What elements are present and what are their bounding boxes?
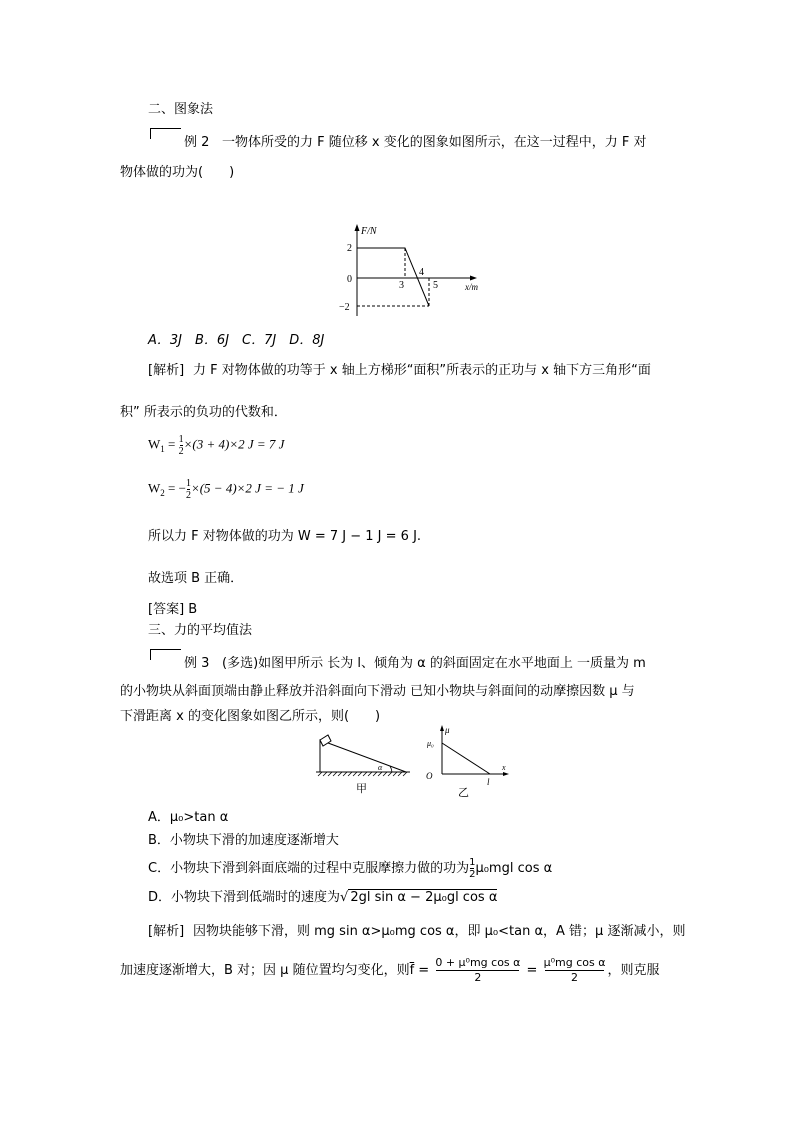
option-c-frac-num: 1 — [469, 857, 476, 868]
w2-frac-den: 2 — [185, 490, 191, 501]
analysis2-conclusion: 所以力 F 对物体做的功为 W = 7 J − 1 J = 6 J. — [148, 529, 422, 544]
tick-x-5: 5 — [433, 280, 438, 291]
tick-y-2: 2 — [347, 243, 352, 254]
example3-option-b: B．小物块下滑的加速度逐渐增大 — [148, 833, 339, 848]
w2-symbol: W — [148, 480, 161, 496]
analysis2-choice: 故选项 B 正确． — [148, 571, 244, 586]
analysis3-line2-text: 加速度逐渐增大，B 对；因 μ 随位置均匀变化，则 — [120, 963, 410, 978]
option-d-radicand: 2gl sin α − 2μ₀gl cos α — [350, 890, 498, 905]
analysis3-line2-end: ，则克服 — [607, 963, 660, 978]
w1-frac-num: 1 — [178, 434, 184, 445]
example3-label: 例 3 — [184, 656, 210, 671]
w1-frac-den: 2 — [178, 446, 184, 457]
w2-subscript: 2 — [160, 488, 165, 499]
w1-symbol: W — [148, 436, 161, 452]
equation-w2 — [148, 478, 304, 501]
option-c-fraction — [469, 857, 475, 880]
f-bar: $\overline{f}$ — [409, 963, 415, 978]
analysis3-line1: 因物块能够下滑，则 mg sin α>μ₀mg cos α，即 μ₀<tan α，A 错；μ 逐渐减小，则 — [193, 924, 686, 939]
w2-equals: = − — [164, 480, 186, 496]
example3-option-d — [148, 886, 497, 905]
option-c-text: C．小物块下滑到斜面底端的过程中克服摩擦力做的功为 — [148, 861, 470, 876]
figure-jia-caption: 甲 — [356, 783, 367, 795]
w1-equals: = — [164, 436, 179, 452]
example2-question-line2: 物体做的功为( ) — [120, 165, 235, 180]
mu-axis-arrow — [440, 725, 444, 731]
figure-yi-mu-graph — [424, 722, 514, 800]
w2-frac-num: 1 — [185, 478, 191, 489]
example3-question-line2: 的小物块从斜面顶端由静止释放并沿斜面向下滑动 已知小物块与斜面间的动摩擦因数 μ 与 — [120, 684, 635, 699]
tick-x-4: 4 — [419, 267, 424, 278]
mu-axis-label: μ — [445, 725, 450, 735]
w1-rest: ×(3 + 4)×2 J = 7 J — [183, 436, 285, 452]
incline-triangle — [320, 740, 406, 772]
small-block — [320, 735, 331, 746]
w1-subscript: 1 — [160, 444, 165, 455]
option-d-text: D．小物块下滑到低端时的速度为 — [148, 890, 341, 905]
force-displacement-graph — [335, 220, 485, 320]
example2-options: A．3J B．6J C．7J D．8J — [148, 333, 325, 348]
f-frac1-den: 2 — [474, 971, 482, 984]
analysis2-line1: 力 F 对物体做的功等于 x 轴上方梯形“面积”所表示的正功与 x 轴下方三角形“面 — [193, 363, 651, 378]
w1-fraction — [179, 434, 184, 457]
option-c-expression: μ₀mgl cos α — [475, 861, 553, 876]
f-fraction-2 — [544, 956, 606, 985]
y-axis-label: F/N — [361, 226, 377, 237]
f-frac2-den: 2 — [571, 971, 579, 984]
ground-hatching — [318, 772, 407, 776]
option-c-frac-den: 2 — [469, 869, 476, 880]
origin-label: O — [426, 771, 433, 781]
f-equals-2: = — [522, 963, 542, 978]
x-axis-arrow — [470, 276, 477, 281]
section3-heading: 三、力的平均值法 — [148, 623, 253, 638]
f-equals: = — [414, 963, 434, 978]
f-frac2-num: μ⁰mg cos α — [543, 956, 606, 969]
mu0-label: μ₀ — [427, 739, 434, 748]
analysis-tag: [解析] — [148, 924, 185, 939]
example3-option-c — [148, 857, 552, 880]
f-fraction-1 — [435, 956, 520, 985]
tick-y-neg2: −2 — [339, 302, 350, 313]
w2-rest: ×(5 − 4)×2 J = − 1 J — [190, 480, 304, 496]
tick-y-0: 0 — [347, 274, 352, 285]
angle-label: α — [378, 763, 383, 772]
figure-yi-caption: 乙 — [458, 787, 469, 799]
example3-question-line1: (多选)如图甲所示 长为 l、倾角为 α 的斜面固定在水平地面上 一质量为 m — [222, 656, 646, 671]
figure-jia-incline — [310, 728, 415, 798]
tick-x-3: 3 — [399, 280, 404, 291]
f-frac1-num: 0 + μ⁰mg cos α — [435, 956, 521, 969]
l-label: l — [487, 777, 490, 787]
x-axis-label: x/m — [465, 282, 478, 292]
x-axis-arrow — [503, 772, 509, 776]
example3-question-line3: 下滑距离 x 的变化图象如图乙所示，则( ) — [120, 709, 381, 724]
example2-label: 例 2 — [184, 135, 210, 150]
example3-option-a: A．μ₀>tan α — [148, 810, 229, 825]
analysis3-line2 — [120, 956, 659, 985]
analysis-tag: [解析] — [148, 363, 185, 378]
example2-question-line1: 一物体所受的力 F 随位移 x 变化的图象如图所示，在这一过程中，力 F 对 — [222, 135, 647, 150]
mu-line — [442, 743, 490, 774]
equation-w1 — [148, 434, 284, 457]
x-label: x — [502, 763, 506, 772]
example2-answer: [答案] B — [148, 602, 198, 617]
analysis2-line2: 积” 所表示的负功的代数和． — [120, 405, 287, 420]
example-bracket — [150, 128, 181, 139]
section2-heading: 二、图象法 — [148, 102, 214, 117]
w2-fraction — [186, 478, 191, 501]
y-axis-arrow — [355, 224, 360, 231]
sqrt-icon: √ — [340, 890, 349, 905]
example-bracket — [150, 649, 181, 660]
